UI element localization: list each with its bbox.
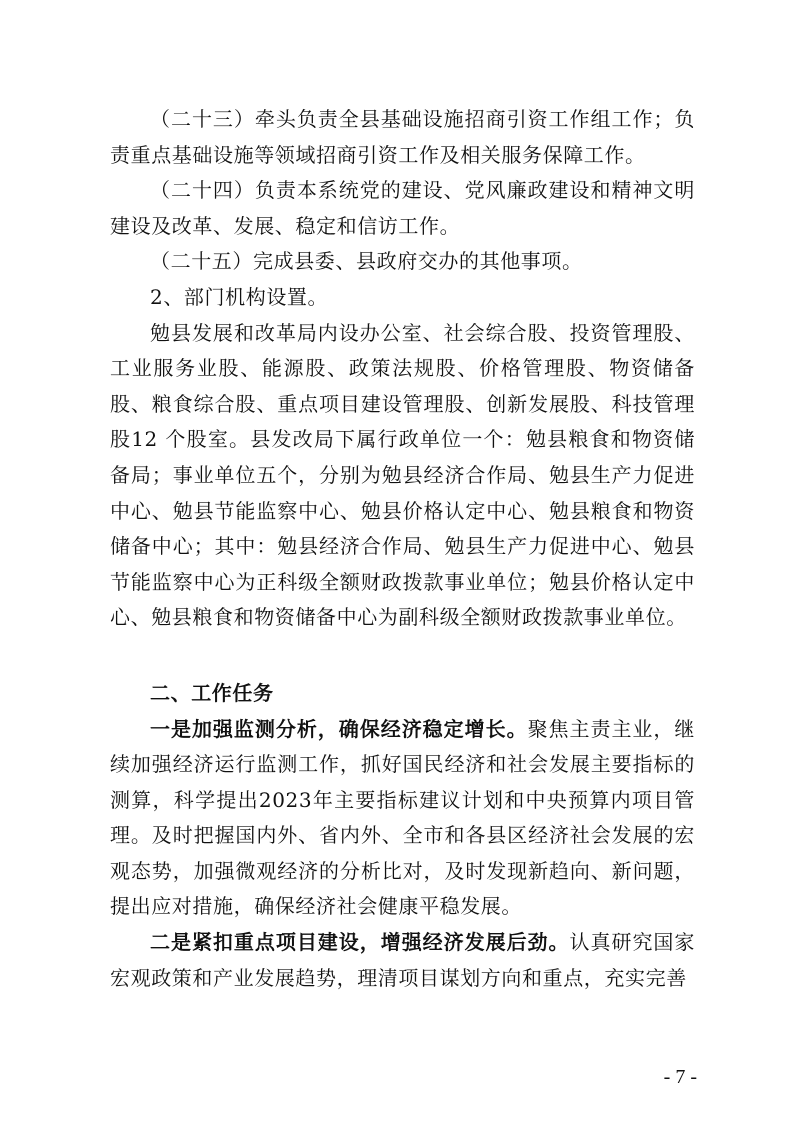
section-spacer (110, 636, 695, 676)
task-body-2: 认真研究国家宏观政策和产业发展趋势，理清项目谋划方向和重点，充实完善 (110, 930, 695, 990)
page-number: - 7 - (663, 1066, 697, 1088)
subsection-title-org-setup: 2、部门机构设置。 (150, 284, 329, 309)
paragraph-item-23: （二十三）牵头负责全县基础设施招商引资工作组工作；负责重点基础设施等领域招商引资工作及相关服务保障工作。 (110, 107, 695, 167)
task-lead-1: 一是加强监测分析，确保经济稳定增长。 (150, 716, 528, 741)
task-lead-2: 二是紧扣重点项目建设，增强经济发展后劲。 (150, 930, 570, 955)
paragraph-item-24: （二十四）负责本系统党的建设、党风廉政建设和精神文明建设及改革、发展、稳定和信访工作。 (110, 178, 695, 238)
task-paragraph-1 (110, 712, 695, 926)
page-body (110, 102, 695, 996)
paragraph-item-25: （二十五）完成县委、县政府交办的其他事项。 (150, 249, 583, 274)
paragraph-org-structure: 勉县发展和改革局内设办公室、社会综合股、投资管理股、工业服务业股、能源股、政策法规股、价格管理股、物资储备股、粮食综合股、重点项目建设管理股、创新发展股、科技管理股12 个股室。县发改局下属行政单位一个：勉县粮食和物资储备局；事业单位五个，分别为勉县经济合作局、勉县生产力促进中心、勉县节能监察中心、勉县价格认定中心、勉县粮食和物资储备中心；其中：勉县经济合作局、勉县生产力促进中心、勉县节能监察中心为正科级全额财政拨款事业单位；勉县价格认定中心、勉县粮食和物资储备中心为副科级全额财政拨款事业单位。 (110, 320, 695, 630)
task-paragraph-2 (110, 925, 695, 996)
section-heading: 二、工作任务 (150, 680, 274, 705)
task-body-1: 聚焦主责主业，继续加强经济运行监测工作，抓好国民经济和社会发展主要指标的测算，科学提出2023年主要指标建议计划和中央预算内项目管理。及时把握国内外、省内外、全市和各县区经济社会发展的宏观态势，加强微观经济的分析比对，及时发现新趋向、新问题，提出应对措施，确保经济社会健康平稳发展。 (110, 716, 695, 919)
